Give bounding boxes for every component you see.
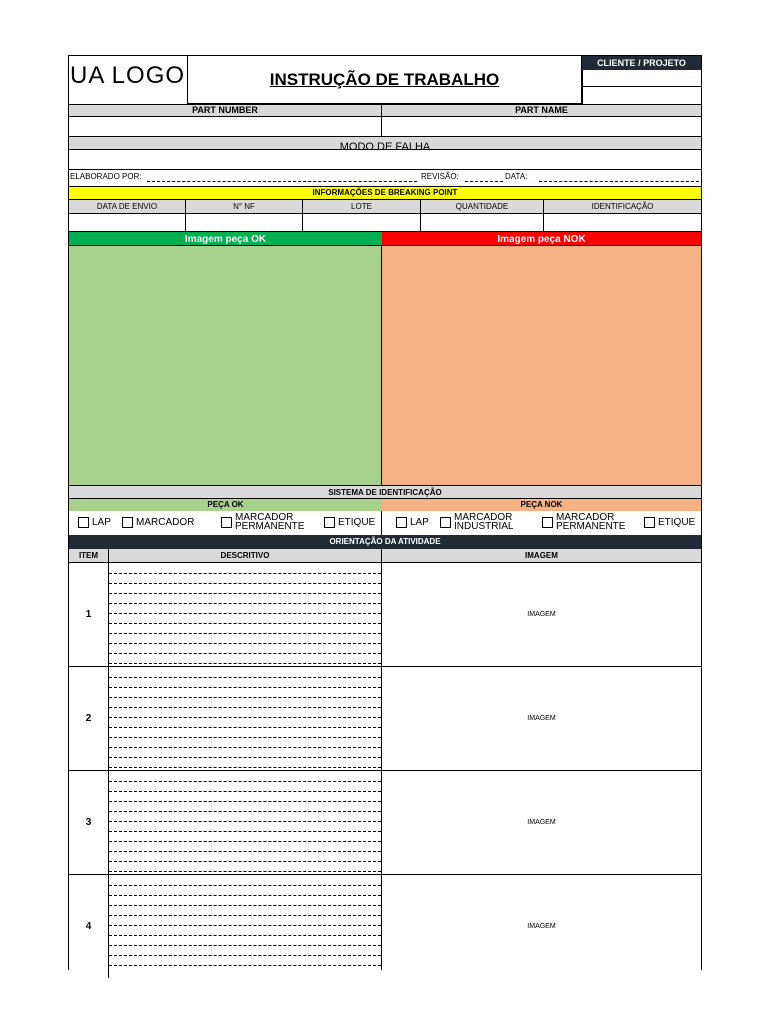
part-name-header: PART NAME [382,104,701,117]
activity-image-label: IMAGEM [527,715,556,722]
client-project-box [582,55,701,104]
image-ok-header [69,231,382,246]
description-line [109,945,381,946]
description-line [109,905,381,906]
part-number-field[interactable] [69,117,382,137]
description-line [109,583,381,584]
description-line [109,925,381,926]
description-line [109,885,381,886]
description-line [109,677,381,678]
description-line [109,915,381,916]
description-line [109,801,381,802]
elaborado-field[interactable] [147,181,417,182]
ok-option-lap-label: LAP [92,517,111,528]
peca-ok-header: PEÇA OK [69,499,382,511]
description-line [109,573,381,574]
activity-image-label: IMAGEM [527,819,556,826]
description-line [109,663,381,664]
breaking-point-value-field[interactable] [421,214,544,231]
activity-item-number: 3 [69,771,109,874]
failure-mode-header [69,137,701,153]
ok-option-marcador[interactable] [122,517,194,528]
description-line [109,935,381,936]
peca-ok-options [69,511,382,535]
checkbox-icon[interactable] [122,517,133,528]
ok-option-marcador-label: MARCADOR [136,517,195,528]
checkbox-icon[interactable] [396,517,407,528]
nok-option-marcador-industrial[interactable] [440,513,530,531]
breaking-point-col-header: QUANTIDADE [421,200,544,213]
peca-nok-header: PEÇA NOK [382,499,701,511]
activity-image-label: IMAGEM [527,923,556,930]
description-line [109,737,381,738]
activity-description-field[interactable] [109,771,382,875]
image-nok-header [382,231,701,246]
breaking-point-values [69,214,701,231]
description-line [109,895,381,896]
description-line [109,965,381,966]
part-name-field[interactable] [382,117,701,137]
nok-option-marcador-permanente-label: MARCADOR PERMANENTE [556,513,626,531]
description-line [109,841,381,842]
description-line [109,861,381,862]
checkbox-icon[interactable] [440,517,451,528]
activity-col-image: IMAGEM [382,549,701,563]
description-line [109,623,381,624]
checkbox-icon[interactable] [221,517,232,528]
activity-image-area[interactable] [382,771,701,874]
breaking-point-value-field[interactable] [544,214,701,231]
nok-option-lap-label: LAP [410,517,429,528]
description-line [109,831,381,832]
description-line [109,811,381,812]
revisao-field[interactable] [465,181,503,182]
ok-option-lap[interactable] [78,517,111,528]
breaking-point-col-header: DATA DE ENVIO [69,200,186,213]
description-line [109,633,381,634]
activity-item-number: 2 [69,667,109,770]
client-project-field[interactable] [582,70,701,87]
description-line [109,653,381,654]
image-nok-area[interactable] [382,246,701,486]
description-line [109,871,381,872]
description-line [109,603,381,604]
breaking-point-col-header: N° NF [186,200,303,213]
activity-item-number: 4 [69,875,109,978]
breaking-point-value-field[interactable] [186,214,303,231]
breaking-point-header: INFORMAÇÕES DE BREAKING POINT [69,186,701,200]
checkbox-icon[interactable] [644,517,655,528]
description-line [109,851,381,852]
logo-area [69,55,187,103]
nok-option-marcador-industrial-label: MARCADOR INDUSTRIAL [454,513,514,531]
checkbox-icon[interactable] [78,517,89,528]
activity-description-field[interactable] [109,563,382,667]
nok-option-etique[interactable] [644,517,695,528]
ok-option-marcador-permanente-label: MARCADOR PERMANENTE [235,513,305,531]
description-line [109,613,381,614]
activity-image-area[interactable] [382,563,701,666]
table-row [69,771,701,875]
description-line [109,593,381,594]
failure-mode-label: MODO DE FALHA [339,141,431,153]
description-line [109,757,381,758]
nok-option-etique-label: ETIQUE [658,517,696,528]
image-nok-label: Imagem peça NOK [497,234,586,245]
checkbox-icon[interactable] [542,517,553,528]
description-line [109,747,381,748]
description-line [109,687,381,688]
activity-image-label: IMAGEM [527,611,556,618]
image-ok-area[interactable] [69,246,382,486]
image-ok-label: Imagem peça OK [184,234,267,245]
table-row [69,875,701,970]
table-row [69,563,701,667]
description-line [109,821,381,822]
elaborado-label: ELABORADO POR: [70,172,142,181]
breaking-point-value-field[interactable] [69,214,186,231]
logo-text: UA LOGO [70,62,186,89]
activity-item-number: 1 [69,563,109,666]
failure-mode-field[interactable] [69,150,701,170]
breaking-point-col-header: LOTE [303,200,421,213]
ok-option-marcador-permanente[interactable] [221,513,315,531]
description-line [109,767,381,768]
revisao-label: REVISÃO: [421,172,459,181]
breaking-point-value-field[interactable] [303,214,421,231]
data-field[interactable] [539,181,699,182]
description-line [109,727,381,728]
description-line [109,717,381,718]
peca-nok-options [382,511,701,535]
ok-option-etique[interactable] [324,517,375,528]
activity-image-area[interactable] [382,875,701,978]
activity-description-field[interactable] [109,667,382,771]
description-line [109,707,381,708]
client-project-field-2[interactable] [582,87,701,105]
meta-row [69,170,701,186]
client-project-label: CLIENTE / PROJETO [582,56,701,70]
data-label: DATA: [505,172,528,181]
part-number-header: PART NUMBER [69,104,382,117]
work-instruction-sheet [68,55,702,970]
table-row [69,667,701,771]
description-line [109,791,381,792]
nok-option-lap[interactable] [396,517,429,528]
activity-header: ORIENTAÇÃO DA ATIVIDADE [69,535,701,549]
description-line [109,697,381,698]
checkbox-icon[interactable] [324,517,335,528]
description-line [109,955,381,956]
activity-col-item: ITEM [69,549,109,563]
page-title: INSTRUÇÃO DE TRABALHO [269,69,500,89]
breaking-point-columns [69,200,701,214]
description-line [109,643,381,644]
ok-option-etique-label: ETIQUE [338,517,376,528]
breaking-point-col-header: IDENTIFICAÇÃO [544,200,701,213]
title-box [187,55,582,104]
activity-image-area[interactable] [382,667,701,770]
activity-description-field[interactable] [109,875,382,970]
activity-col-desc: DESCRITIVO [109,549,382,563]
identification-header: SISTEMA DE IDENTIFICAÇÃO [69,486,701,499]
nok-option-marcador-permanente[interactable] [542,513,636,531]
description-line [109,781,381,782]
